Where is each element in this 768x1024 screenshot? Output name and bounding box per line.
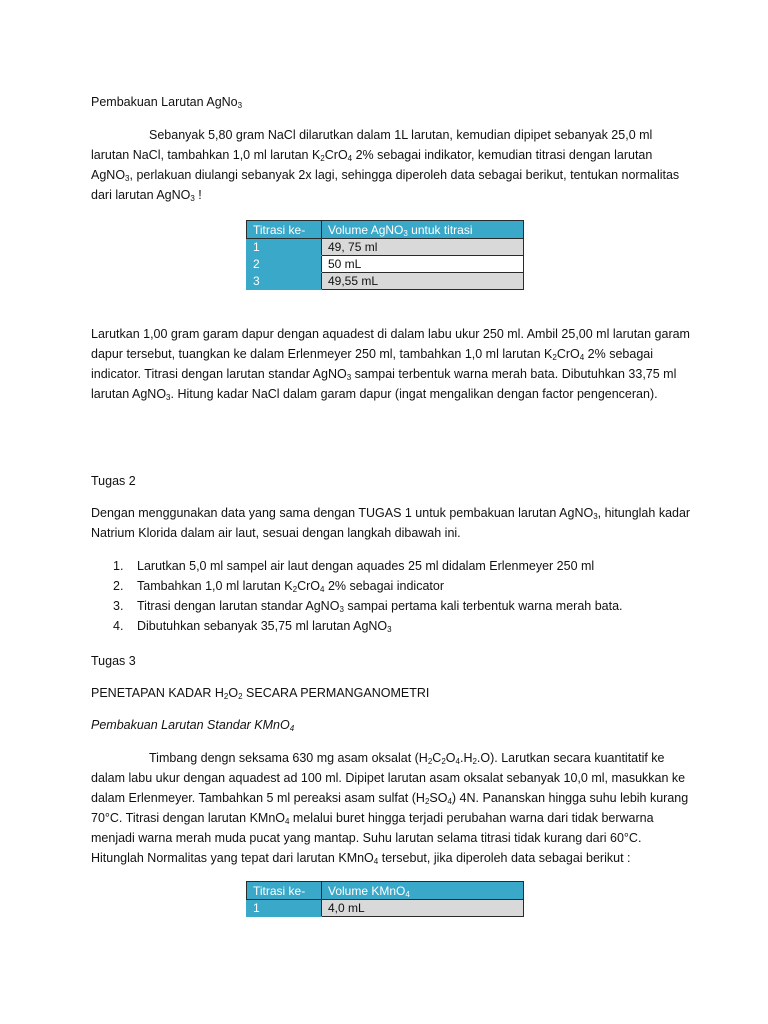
- titration-table-kmno4: [246, 881, 524, 917]
- table-cell-volume: 50 mL: [322, 256, 524, 273]
- paragraph-kmno4: Timbang dengn seksama 630 mg asam oksalat $(H_2C_2O_4.H_2.O)$. Larutkan secara kuantitatif ke dalam labu ukur dengan aquadest ad 100 ml. Dipipet larutan asam oksalat sebanyak 10,0 ml, masukkan ke dalam Erlenmeyer. Tambahkan 5 ml pereaksi asam sulfat $(H_2SO_4)$ 4N. Pananskan hingga suhu lebih kurang 70°C. Titrasi dengan larutan KMnO$_4$ melalui buret hingga terjadi perubahan warna dari tidak berwarna menjadi warna merah muda pucat yang mantap. Suhu larutan selama titrasi tidak kurang dari 60°C. Hitunglah Normalitas yang tepat dari larutan KMnO$_4$ tersebut, jika diperoleh data sebagai berikut :: [91, 751, 689, 866]
- list-item: 1. Larutkan 5,0 ml sampel air laut dengan aquades 25 ml didalam Erlenmeyer 250 ml: [113, 559, 595, 573]
- table-cell-no: 2: [247, 256, 322, 273]
- section-title-permanganometri: PENETAPAN KADAR $H_2O_2$ SECARA PERMANGANOMETRI: [91, 686, 430, 701]
- table-header-row: [247, 221, 524, 239]
- table-row: [247, 239, 524, 256]
- table-header-no: Titrasi ke-: [247, 221, 322, 239]
- heading-tugas-3: Tugas 3: [91, 654, 136, 668]
- list-item: 4. Dibutuhkan sebanyak 35,75 ml larutan AgNO$_3$: [113, 619, 392, 634]
- heading-tugas-2: Tugas 2: [91, 474, 136, 488]
- paragraph-pembakuan-agno3: Sebanyak 5,80 gram NaCl dilarutkan dalam 1L larutan, kemudian dipipet sebanyak 25,0 ml larutan NaCl, tambahkan 1,0 ml larutan $K_2CrO_4$ 2% sebagai indikator, kemudian titrasi dengan larutan AgNO$_3$, perlakuan diulangi sebanyak 2x lagi, sehingga diperoleh data sebagai berikut, tentukan normalitas dari larutan AgNO$_3$ !: [91, 128, 680, 203]
- table-cell-no: 3: [247, 273, 322, 290]
- list-item: 3. Titrasi dengan larutan standar AgNO$_3$ sampai pertama kali terbentuk warna merah bata.: [113, 599, 623, 614]
- titration-table-agno3: [246, 220, 524, 290]
- table-header-no: Titrasi ke-: [247, 882, 322, 900]
- list-item: 2. Tambahkan 1,0 ml larutan $K_2CrO_4$ 2% sebagai indicator: [113, 579, 444, 594]
- page-title: Pembakuan Larutan AgNo$_3$: [91, 95, 243, 110]
- subheading-kmno4: Pembakuan Larutan Standar KMnO$_4$: [91, 718, 295, 733]
- table-row: [247, 273, 524, 290]
- table-header-volume: Volume AgNO$_3$ untuk titrasi: [322, 221, 524, 239]
- table-cell-volume: 49,55 mL: [322, 273, 524, 290]
- table-cell-volume: 49, 75 ml: [322, 239, 524, 256]
- paragraph-garam-dapur: Larutkan 1,00 gram garam dapur dengan aquadest di dalam labu ukur 250 ml. Ambil 25,00 ml larutan garam dapur tersebut, tuangkan ke dalam Erlenmeyer 250 ml, tambahkan 1,0 ml larutan $K_2CrO_4$ 2% sebagai indicator. Titrasi dengan larutan standar AgNO$_3$ sampai terbentuk warna merah bata. Dibutuhkan 33,75 ml larutan AgNO$_3$. Hitung kadar NaCl dalam garam dapur (ingat mengalikan dengan factor pengenceran).: [91, 327, 690, 402]
- table-row: [247, 256, 524, 273]
- table-header-row: [247, 882, 524, 900]
- table-cell-no: 1: [247, 900, 322, 917]
- paragraph-tugas-2: Dengan menggunakan data yang sama dengan TUGAS 1 untuk pembakuan larutan AgNO$_3$, hitunglah kadar Natrium Klorida dalam air laut, sesuai dengan langkah dibawah ini.: [91, 506, 691, 540]
- table-cell-volume: 4,0 mL: [322, 900, 524, 917]
- table-cell-no: 1: [247, 239, 322, 256]
- table-row: [247, 900, 524, 917]
- steps-list: [91, 556, 691, 636]
- table-header-volume: Volume KMnO$_4$: [322, 882, 524, 900]
